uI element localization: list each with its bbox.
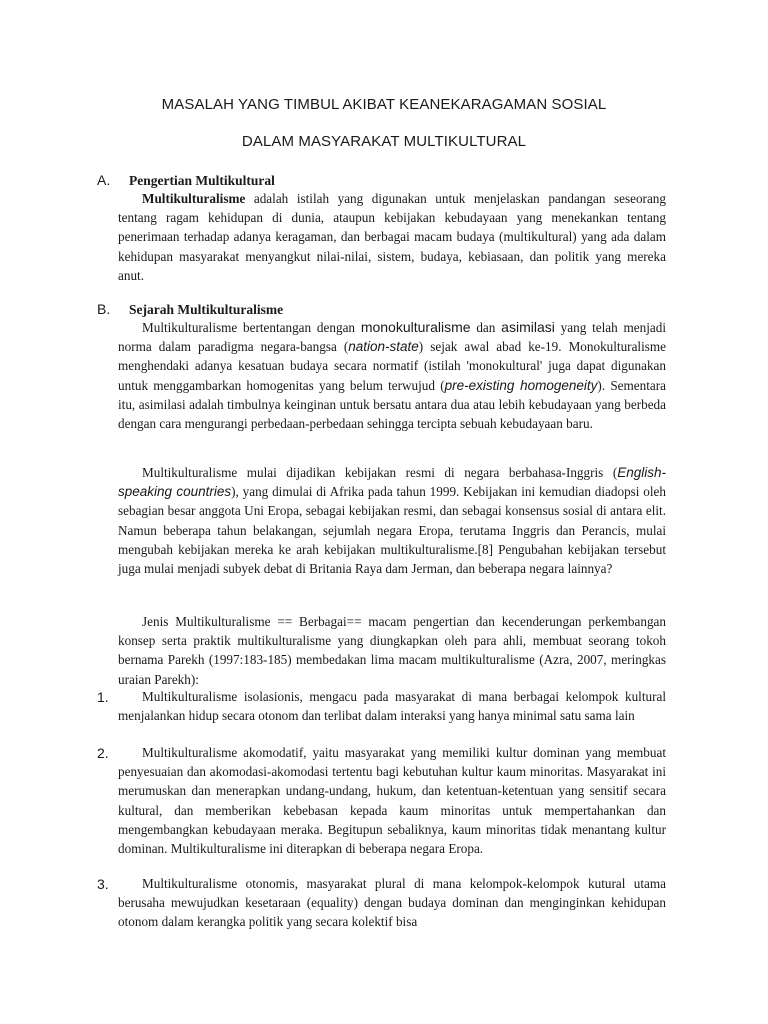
p3-text: Jenis Multikulturalisme == Berbagai== macam pengertian dan kecenderungan perkembangan konsep serta praktik multikulturalisme yang diungkapkan oleh para ahli, membuat seorang tokoh bernama Parekh (1997:183-185) membedakan lima macam multikulturalisme (Azra, 2007, meringkas uraian Parekh):: [118, 614, 666, 687]
list-item-1-text: Multikulturalisme isolasionis, mengacu pada masyarakat di mana berbagai kelompok kultural menjalankan hidup secara otonom dan terlibat dalam interaksi yang hanya minimal satu sama lain: [118, 689, 666, 724]
p1-text-3: yang telah menjadi norma dalam paradigma negara-bangsa (: [118, 320, 666, 355]
section-a-marker: A.: [97, 172, 111, 188]
list-item-2: [118, 743, 666, 858]
list-item-1: [118, 687, 666, 725]
title-line-1: MASALAH YANG TIMBUL AKIBAT KEANEKARAGAMAN SOSIAL: [161, 96, 607, 113]
list-item-2-number: 2.: [97, 745, 109, 761]
section-b-paragraph-2: [118, 463, 666, 578]
term-monokulturalisme: monokulturalisme: [360, 319, 471, 335]
title-line-2: DALAM MASYARAKAT MULTIKULTURAL: [241, 133, 527, 150]
section-b-title: Sejarah Multikulturalisme: [129, 302, 284, 317]
section-b-paragraph-1: [118, 318, 666, 433]
p1-text-5: ). Sementara itu, asimilasi adalah timbulnya keinginan untuk bersatu antara dua atau lebih kebudayaan yang berbeda dengan cara mengurangi perbedaan-perbedaan sehingga tercipta sebuah kebudayaan baru.: [118, 377, 666, 432]
section-a-text: adalah istilah yang digunakan untuk menjelaskan pandangan seseorang tentang ragam kehidupan di dunia, ataupun kebijakan kebudayaan yang menekankan tentang penerimaan terhadap adanya keragaman, dan berbagai macam budaya (multikultural) yang ada dalam kehidupan masyarakat menyangkut nilai-nilai, sistem, budaya, kebiasaan, dan politik yang mereka anut.: [118, 191, 666, 283]
section-a-title: Pengertian Multikultural: [129, 173, 275, 188]
list-item-2-text: Multikulturalisme akomodatif, yaitu masyarakat yang memiliki kultur dominan yang membuat penyesuaian dan akomodasi-akomodasi tertentu bagi kebutuhan kultur kaum minoritas. Masyarakat ini merumuskan dan menerapkan undang-undang, hukum, dan ketentuan-ketentuan yang sensitif secara kultural, dan memberikan kebebasan kepada kaum minoritas untuk mempertahankan dan mengembangkan kebudayaan meraka. Begitupun sebaliknya, kaum minoritas tidak menantang kultur dominan. Multikulturalisme ini diterapkan di beberapa negara Eropa.: [118, 745, 666, 857]
p1-text-1: Multikulturalisme bertentangan dengan: [142, 320, 361, 335]
list-item-3: [118, 874, 666, 932]
section-b-marker: B.: [97, 301, 111, 317]
section-a-heading: [97, 172, 275, 189]
list-item-3-number: 3.: [97, 876, 109, 892]
term-pre-existing-homogeneity: pre-existing homogeneity: [444, 377, 598, 393]
p2-text-2: ), yang dimulai di Afrika pada tahun 1999. Kebijakan ini kemudian diadopsi oleh sebagian besar anggota Uni Eropa, sebagai kebijakan resmi, dan sebagai konsensus sosial di antara elit. Namun beberapa tahun belakangan, sejumlah negara Eropa, terutama Inggris dan Perancis, mulai mengubah kebijakan mereka ke arah kebijakan multikulturalisme.[8] Pengubahan kebijakan tersebut juga mulai menjadi subyek debat di Britania Raya dam Jerman, dan beberapa negara lainnya?: [118, 484, 666, 577]
term-nation-state: nation-state: [348, 339, 419, 355]
term-english-speaking-countries: English-speaking countries: [118, 465, 666, 500]
list-item-1-number: 1.: [97, 689, 109, 705]
section-b-heading: [97, 301, 283, 318]
p2-text-1: Multikulturalisme mulai dijadikan kebijakan resmi di negara berbahasa-Inggris (: [142, 465, 618, 480]
term-asimilasi: asimilasi: [501, 319, 555, 335]
p1-text-4: ) sejak awal abad ke-19. Monokulturalisme menghendaki adanya kesatuan budaya secara normatif (istilah 'monokultural' juga dapat digunakan untuk menggambarkan homogenitas yang belum terwujud (: [118, 339, 667, 393]
term-multikulturalisme: Multikulturalisme: [142, 191, 246, 206]
section-a-paragraph: [118, 189, 666, 285]
p1-text-2: dan: [470, 320, 502, 335]
section-b-paragraph-3: [118, 612, 666, 689]
list-item-3-text: Multikulturalisme otonomis, masyarakat plural di mana kelompok-kelompok kutural utama berusaha mewujudkan kesetaraan (equality) dengan budaya dominan dan menginginkan kehidupan otonom dalam kerangka politik yang secara kolektif bisa: [118, 876, 666, 930]
